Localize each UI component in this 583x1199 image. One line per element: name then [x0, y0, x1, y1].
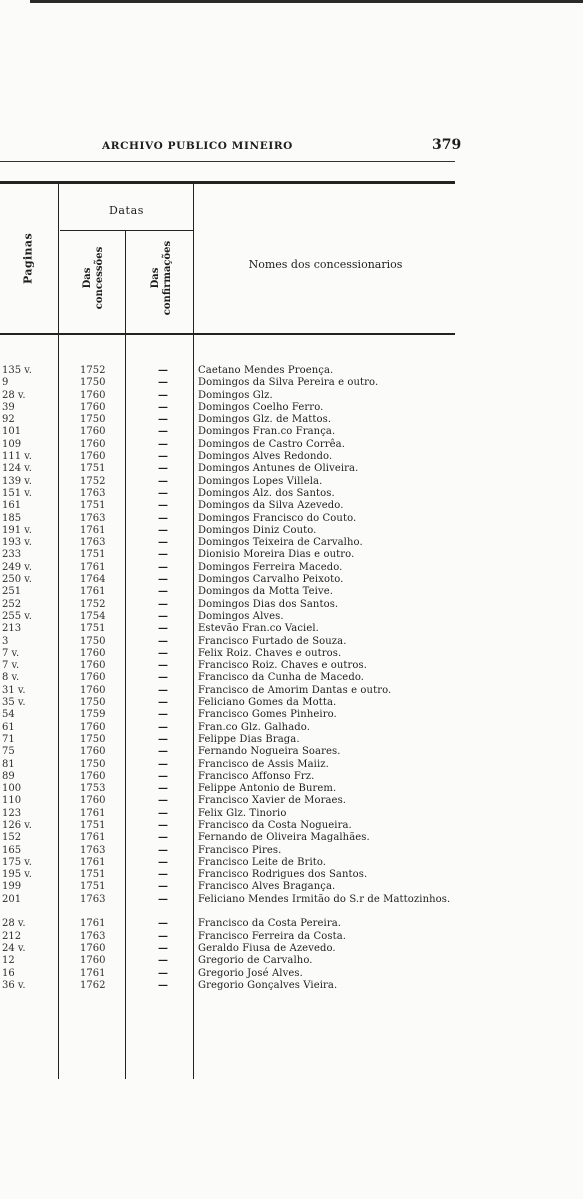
page-ref: 161 — [2, 500, 22, 512]
confirmation-dash: — — [158, 942, 168, 954]
confirmation-dash: — — [158, 389, 168, 401]
page-ref: 54 — [2, 709, 15, 721]
table-row — [0, 402, 470, 414]
table-row — [0, 832, 470, 844]
concessionaire-name: Francisco Pires. — [198, 844, 282, 856]
table-row — [0, 414, 470, 426]
table-row — [0, 783, 470, 795]
confirmation-dash: — — [158, 893, 168, 905]
concessionaire-name: Francisco Roiz. Chaves e outros. — [198, 660, 368, 672]
concessionaire-name: Gregorio Gonçalves Vieira. — [198, 979, 338, 991]
page-ref: 36 v. — [2, 979, 26, 991]
confirmation-dash: — — [158, 512, 168, 524]
concession-year: 1761 — [80, 524, 106, 536]
concession-year: 1761 — [80, 967, 106, 979]
page-ref: 75 — [2, 746, 15, 758]
table-row — [0, 931, 470, 943]
page-number: 379 — [432, 137, 462, 153]
concession-year: 1763 — [80, 537, 106, 549]
confirmation-dash: — — [158, 684, 168, 696]
confirmation-dash: — — [158, 586, 168, 598]
concession-year: 1751 — [80, 869, 106, 881]
concessionaire-name: Domingos Francisco do Couto. — [198, 512, 357, 524]
concession-year: 1760 — [80, 389, 106, 401]
header-nomes: Nomes dos concessionarios — [248, 258, 403, 271]
confirmation-dash: — — [158, 881, 168, 893]
concessionaire-name: Francisco Alves Bragança. — [198, 881, 336, 893]
concession-year: 1752 — [80, 475, 106, 487]
confirmation-dash: — — [158, 647, 168, 659]
table-row — [0, 759, 470, 771]
page-ref: 191 v. — [2, 524, 32, 536]
concessionaire-name: Gregorio de Carvalho. — [198, 955, 313, 967]
concessionaire-name: Domingos Lopes Villela. — [198, 475, 323, 487]
concession-year: 1760 — [80, 672, 106, 684]
concessionaire-name: Francisco Leite de Brito. — [198, 856, 327, 868]
page-ref: 9 — [2, 377, 9, 389]
page-ref: 28 v. — [2, 918, 26, 930]
page-ref: 24 v. — [2, 942, 26, 954]
concession-year: 1750 — [80, 758, 106, 770]
table-row — [0, 771, 470, 783]
page-ref: 233 — [2, 549, 22, 561]
table-row — [0, 672, 470, 684]
header-concessoes-line2: concessões — [94, 246, 105, 310]
confirmation-dash: — — [158, 672, 168, 684]
confirmation-dash: — — [158, 758, 168, 770]
page-ref: 110 — [2, 795, 22, 807]
confirmation-dash: — — [158, 967, 168, 979]
concession-year: 1760 — [80, 795, 106, 807]
page-ref: 139 v. — [2, 475, 32, 487]
concessionaire-name: Domingos da Motta Teive. — [198, 586, 334, 598]
confirmation-dash: — — [158, 377, 168, 389]
concession-year: 1760 — [80, 438, 106, 450]
concessionaire-name: Geraldo Fiusa de Azevedo. — [198, 942, 336, 954]
concession-year: 1752 — [80, 365, 106, 376]
page-ref: 165 — [2, 844, 22, 856]
confirmation-dash: — — [158, 955, 168, 967]
table-row — [0, 918, 470, 930]
table-row — [0, 808, 470, 820]
page-ref: 151 v. — [2, 487, 32, 499]
table-row — [0, 476, 470, 488]
table-row — [0, 623, 470, 635]
table-row — [0, 955, 470, 967]
concession-year: 1751 — [80, 500, 106, 512]
concession-year: 1750 — [80, 414, 106, 426]
page-ref: 185 — [2, 512, 22, 524]
header-paginas: Paginas — [21, 232, 35, 285]
page-ref: 111 v. — [2, 451, 32, 463]
concession-year: 1762 — [80, 979, 106, 991]
table-row — [0, 611, 470, 623]
confirmation-dash: — — [158, 623, 168, 635]
header-rule-thick — [0, 181, 455, 184]
table-row — [0, 451, 470, 463]
concessionaire-name: Domingos Alves. — [198, 610, 284, 622]
concession-year: 1763 — [80, 487, 106, 499]
table-row — [0, 574, 470, 586]
page-ref: 81 — [2, 758, 15, 770]
table-row — [0, 746, 470, 758]
concessionaire-name: Francisco da Costa Pereira. — [198, 918, 342, 930]
confirmation-dash: — — [158, 709, 168, 721]
concession-year: 1760 — [80, 401, 106, 413]
table-row — [0, 943, 470, 955]
confirmation-dash: — — [158, 549, 168, 561]
page-ref: 101 — [2, 426, 22, 438]
concessionaire-name: Feliciano Mendes Irmitão do S.r de Mattozinhos. — [198, 893, 451, 905]
concession-year: 1753 — [80, 783, 106, 795]
confirmation-dash: — — [158, 500, 168, 512]
confirmation-dash: — — [158, 844, 168, 856]
page-ref: 124 v. — [2, 463, 32, 475]
concessionaire-name: Domingos da Silva Azevedo. — [198, 500, 344, 512]
concessionaire-name: Francisco Furtado de Souza. — [198, 635, 347, 647]
table-row — [0, 549, 470, 561]
page-ref: 100 — [2, 783, 22, 795]
table-row — [0, 857, 470, 869]
concession-year: 1763 — [80, 512, 106, 524]
concession-year: 1761 — [80, 807, 106, 819]
confirmation-dash: — — [158, 869, 168, 881]
table-row — [0, 537, 470, 549]
table-row — [0, 845, 470, 857]
confirmation-dash: — — [158, 856, 168, 868]
concession-year: 1760 — [80, 721, 106, 733]
concession-year: 1760 — [80, 746, 106, 758]
confirmation-dash: — — [158, 832, 168, 844]
page-ref: 89 — [2, 770, 15, 782]
table-row — [0, 390, 470, 402]
table-row — [0, 820, 470, 832]
concession-year: 1751 — [80, 549, 106, 561]
page-ref: 28 v. — [2, 389, 26, 401]
page-ref: 249 v. — [2, 561, 32, 573]
concessionaire-name: Francisco de Assis Maiiz. — [198, 758, 329, 770]
header-concessoes — [82, 238, 106, 318]
page-ref: 212 — [2, 930, 22, 942]
concession-year: 1760 — [80, 426, 106, 438]
concessionaire-name: Felippe Dias Braga. — [198, 733, 300, 745]
table-row — [0, 513, 470, 525]
confirmation-dash: — — [158, 610, 168, 622]
confirmation-dash: — — [158, 451, 168, 463]
page-ref: 152 — [2, 832, 22, 844]
concessionaire-name: Domingos Glz. de Mattos. — [198, 414, 332, 426]
concession-year: 1764 — [80, 574, 106, 586]
confirmation-dash: — — [158, 635, 168, 647]
concessionaire-name: Domingos Fran.co França. — [198, 426, 336, 438]
header-rule-bottom — [0, 333, 455, 335]
page-ref: 109 — [2, 438, 22, 450]
concessionaire-name: Felippe Antonio de Burem. — [198, 783, 337, 795]
confirmation-dash: — — [158, 561, 168, 573]
confirmation-dash: — — [158, 401, 168, 413]
concession-year: 1751 — [80, 881, 106, 893]
concessionaire-name: Fran.co Glz. Galhado. — [198, 721, 310, 733]
concession-year: 1763 — [80, 893, 106, 905]
concession-year: 1750 — [80, 635, 106, 647]
concessionaire-name: Domingos Coelho Ferro. — [198, 401, 324, 413]
table-row — [0, 660, 470, 672]
concession-year: 1761 — [80, 856, 106, 868]
confirmation-dash: — — [158, 795, 168, 807]
concession-year: 1761 — [80, 586, 106, 598]
page-ref: 35 v. — [2, 697, 26, 709]
page-ref: 135 v. — [2, 365, 32, 376]
concessionaire-name: Domingos de Castro Corrêa. — [198, 438, 346, 450]
page-ref: 175 v. — [2, 856, 32, 868]
concessionaire-name: Gregorio José Alves. — [198, 967, 303, 979]
table-row — [0, 697, 470, 709]
concession-year: 1759 — [80, 709, 106, 721]
concession-year: 1760 — [80, 684, 106, 696]
table-row — [0, 685, 470, 697]
table-row — [0, 636, 470, 648]
table-row — [0, 562, 470, 574]
header-confirmacoes — [150, 238, 174, 318]
concession-year: 1751 — [80, 463, 106, 475]
concession-year: 1754 — [80, 610, 106, 622]
concession-year: 1760 — [80, 770, 106, 782]
table-row — [0, 586, 470, 598]
table-row — [0, 488, 470, 500]
page-ref: 252 — [2, 598, 22, 610]
confirmation-dash: — — [158, 733, 168, 745]
concessionaire-name: Francisco de Amorim Dantas e outro. — [198, 684, 392, 696]
confirmation-dash: — — [158, 537, 168, 549]
confirmation-dash: — — [158, 574, 168, 586]
top-scan-edge — [30, 0, 583, 3]
concession-year: 1760 — [80, 647, 106, 659]
confirmation-dash: — — [158, 426, 168, 438]
table-row — [0, 734, 470, 746]
concession-year: 1760 — [80, 660, 106, 672]
concession-year: 1761 — [80, 918, 106, 930]
page-ref: 31 v. — [2, 684, 26, 696]
confirmation-dash: — — [158, 770, 168, 782]
page-ref: 199 — [2, 881, 22, 893]
concessionaire-name: Francisco Ferreira da Costa. — [198, 930, 347, 942]
table-body — [0, 365, 470, 992]
header-confirmacoes-line1: Das — [150, 267, 161, 289]
table-row — [0, 881, 470, 893]
table-row — [0, 968, 470, 980]
concession-year: 1760 — [80, 942, 106, 954]
table-row — [0, 980, 470, 992]
concessionaire-name: Francisco Gomes Pinheiro. — [198, 709, 337, 721]
concessionaire-name: Domingos Carvalho Peixoto. — [198, 574, 344, 586]
table-row — [0, 795, 470, 807]
confirmation-dash: — — [158, 697, 168, 709]
table-row — [0, 599, 470, 611]
confirmation-dash: — — [158, 721, 168, 733]
concessionaire-name: Fernando Nogueira Soares. — [198, 746, 341, 758]
concession-year: 1761 — [80, 561, 106, 573]
page-ref: 123 — [2, 807, 22, 819]
concessionaire-name: Felix Roiz. Chaves e outros. — [198, 647, 342, 659]
header-datas: Datas — [108, 204, 144, 217]
confirmation-dash: — — [158, 365, 168, 376]
concession-year: 1763 — [80, 844, 106, 856]
page-ref: 3 — [2, 635, 9, 647]
concession-year: 1760 — [80, 955, 106, 967]
table-row — [0, 869, 470, 881]
concessionaire-name: Francisco da Costa Nogueira. — [198, 819, 352, 831]
header-confirmacoes-line2: confirmações — [162, 240, 173, 316]
page-ref: 193 v. — [2, 537, 32, 549]
confirmation-dash: — — [158, 918, 168, 930]
page-ref: 92 — [2, 414, 15, 426]
running-title: ARCHIVO PUBLICO MINEIRO — [102, 140, 293, 152]
confirmation-dash: — — [158, 807, 168, 819]
page-ref: 8 v. — [2, 672, 20, 684]
confirmation-dash: — — [158, 438, 168, 450]
confirmation-dash: — — [158, 930, 168, 942]
concessionaire-name: Feliciano Gomes da Motta. — [198, 697, 337, 709]
concessionaire-name: Francisco Rodrigues dos Santos. — [198, 869, 368, 881]
concessionaire-name: Felix Glz. Tinorio — [198, 807, 287, 819]
table-row — [0, 500, 470, 512]
confirmation-dash: — — [158, 819, 168, 831]
page-ref: 39 — [2, 401, 15, 413]
concession-year: 1752 — [80, 598, 106, 610]
concessionaire-name: Francisco da Cunha de Macedo. — [198, 672, 365, 684]
concessionaire-name: Domingos Antunes de Oliveira. — [198, 463, 359, 475]
concessionaire-name: Dionisio Moreira Dias e outro. — [198, 549, 355, 561]
table-row — [0, 365, 470, 377]
concessionaire-name: Estevão Fran.co Vaciel. — [198, 623, 319, 635]
table-row — [0, 722, 470, 734]
page-ref: 71 — [2, 733, 15, 745]
concessionaire-name: Domingos Dias dos Santos. — [198, 598, 339, 610]
concession-year: 1763 — [80, 930, 106, 942]
page-ref: 12 — [2, 955, 15, 967]
page-ref: 7 v. — [2, 647, 20, 659]
concessionaire-name: Domingos da Silva Pereira e outro. — [198, 377, 379, 389]
concessionaire-name: Francisco Xavier de Moraes. — [198, 795, 347, 807]
concession-year: 1750 — [80, 697, 106, 709]
confirmation-dash: — — [158, 487, 168, 499]
header-concessoes-line1: Das — [82, 267, 93, 289]
concessionaire-name: Domingos Glz. — [198, 389, 273, 401]
page-ref: 7 v. — [2, 660, 20, 672]
concessionaire-name: Caetano Mendes Proença. — [198, 365, 334, 376]
table-row — [0, 439, 470, 451]
table-row — [0, 463, 470, 475]
concession-year: 1760 — [80, 451, 106, 463]
confirmation-dash: — — [158, 598, 168, 610]
confirmation-dash: — — [158, 524, 168, 536]
concessionaire-name: Domingos Teixeira de Carvalho. — [198, 537, 363, 549]
table-row — [0, 648, 470, 660]
confirmation-dash: — — [158, 463, 168, 475]
confirmation-dash: — — [158, 746, 168, 758]
page-ref: 251 — [2, 586, 22, 598]
page-ref: 16 — [2, 967, 15, 979]
concession-year: 1751 — [80, 623, 106, 635]
page-ref: 250 v. — [2, 574, 32, 586]
table-row — [0, 894, 470, 919]
confirmation-dash: — — [158, 783, 168, 795]
confirmation-dash: — — [158, 660, 168, 672]
page-ref: 195 v. — [2, 869, 32, 881]
concessionaire-name: Fernando de Oliveira Magalhães. — [198, 832, 370, 844]
header-rule-thin — [0, 161, 455, 162]
confirmation-dash: — — [158, 979, 168, 991]
page-ref: 201 — [2, 893, 22, 905]
concession-year: 1750 — [80, 733, 106, 745]
concessionaire-name: Francisco Affonso Frz. — [198, 770, 315, 782]
confirmation-dash: — — [158, 414, 168, 426]
concession-year: 1761 — [80, 832, 106, 844]
concessionaire-name: Domingos Diniz Couto. — [198, 524, 317, 536]
table-row — [0, 377, 470, 389]
concessionaire-name: Domingos Alz. dos Santos. — [198, 487, 335, 499]
page-ref: 255 v. — [2, 610, 32, 622]
page-ref: 126 v. — [2, 819, 32, 831]
page-ref: 213 — [2, 623, 22, 635]
table-row — [0, 426, 470, 438]
concession-year: 1751 — [80, 819, 106, 831]
datas-underline — [60, 230, 193, 231]
table-row — [0, 525, 470, 537]
concession-year: 1750 — [80, 377, 106, 389]
page-ref: 61 — [2, 721, 15, 733]
table-row — [0, 709, 470, 721]
confirmation-dash: — — [158, 475, 168, 487]
concessionaire-name: Domingos Ferreira Macedo. — [198, 561, 343, 573]
concessionaire-name: Domingos Alves Redondo. — [198, 451, 333, 463]
